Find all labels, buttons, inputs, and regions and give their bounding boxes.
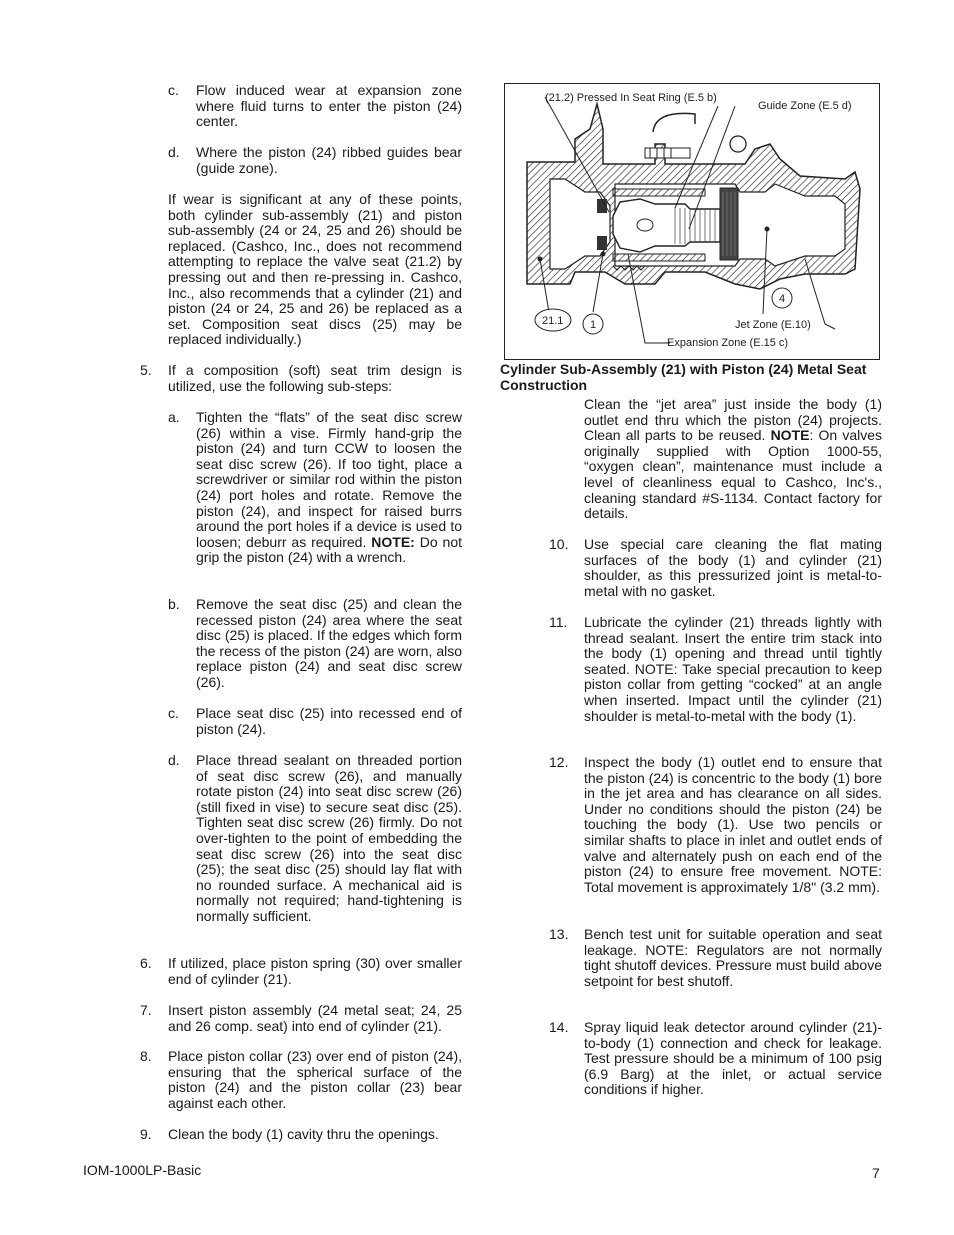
- step5a-note-text: Do not grip the piston (24) with a wrench.: [196, 533, 463, 566]
- step4c-text: Flow induced wear at expansion zone where fluid turns to enter the piston (24) center.: [196, 82, 462, 130]
- valve-body-section: [527, 104, 860, 289]
- step5a-text: Tighten the “flats” of the seat disc screw (26) within a vise. Firmly hand-grip the piston (24) and turn CCW to loosen the seat disc screw (26). If too tight, place a screwdriver or similar rod within the piston (24) port holes and rotate. Remove the piston (24), and inspect for raised burrs around the port holes if a device is used to loosen; deburr as required.: [196, 409, 462, 550]
- step5d-text: Place thread sealant on threaded portion of seat disc screw (26), and manually rotate piston (24) into seat disc screw (26) (still fixed in vise) to secure seat disc (25). Tighten seat disc screw (26) firmly. Do not over-tighten to the point of embedding the seat disc screw (26) into the seat disc (25); the seat disc (25) should lay flat with no rounded surface. A mechanical aid is normally not required; hand-tightening is normally sufficient.: [196, 752, 462, 924]
- step11-text: Lubricate the cylinder (21) threads lightly with thread sealant. Insert the entire trim stack into the body (1) opening and thread until tightly seated. NOTE: Take special precaution to keep piston collar from getting “cocked” at an angle when inserted. Impact until the cylinder (21) shoulder is metal-to-metal with the body (1).: [584, 614, 882, 724]
- cylinder-figure: [504, 83, 880, 360]
- step12-marker: 12.: [549, 754, 569, 770]
- step9-continuation: [584, 397, 882, 522]
- step10-text: Use special care cleaning the flat mating surfaces of the body (1) and cylinder (21) shoulder, as this pressurized joint is metal-to-metal with no gasket.: [584, 536, 882, 599]
- cylinder-diagram: [505, 84, 879, 359]
- step4d-text: Where the piston (24) ribbed guides bear (guide zone).: [196, 144, 462, 176]
- step14-marker: 14.: [549, 1019, 569, 1035]
- step9-cont-text: Clean the “jet area” just inside the body (1) outlet end thru which the piston (24) projects. Clean all parts to be reused.: [584, 396, 882, 444]
- wear-paragraph: If wear is significant at any of these points, both cylinder sub-assembly (21) and piston sub-assembly (24 or 24, 25 and 26) should be replaced. (Cashco, Inc., does not recommend attempting to replace the valve seat (21.2) by pressing out and then re-pressing in. Cashco, Inc., also recommends that a cylinder (21) and piston (24 or 24, 25 and 26) be replaced as a set. Composition seat discs (25) may be replaced individually.): [168, 191, 462, 348]
- label-pressed-seat: (21.2) Pressed In Seat Ring (E.5 b): [545, 92, 717, 104]
- step4c-marker: c.: [168, 82, 179, 98]
- step8-marker: 8.: [140, 1048, 152, 1064]
- label-jet-zone: Jet Zone (E.10): [735, 319, 811, 331]
- step5c-marker: c.: [168, 705, 179, 721]
- figure-caption: Cylinder Sub-Assembly (21) with Piston (24) Metal Seat Construction: [500, 361, 867, 393]
- step14-text: Spray liquid leak detector around cylinder (21)-to-body (1) connection and check for leakage. Test pressure should be a minimum of 100 psig (6.9 Barg) at the inlet, or actual service conditions if higher.: [584, 1019, 882, 1098]
- step13-text: Bench test unit for suitable operation and seat leakage. NOTE: Regulators are not normally tight shutoff devices. Pressure must build above setpoint for best shutoff.: [584, 926, 882, 989]
- top-fitting: [645, 113, 746, 158]
- step8-text: Place piston collar (23) over end of piston (24), ensuring that the spherical surface of the piston (24) and the piston collar (23) bear against each other.: [168, 1048, 462, 1111]
- step9-note-label: NOTE: [770, 427, 810, 444]
- step5b-text: Remove the seat disc (25) and clean the recessed piston (24) area where the seat disc (25) is placed. If the edges which form the recess of the piston (24) are worn, also replace piston (24) and seat disc screw (26).: [196, 596, 462, 690]
- page-number: 7: [872, 1165, 880, 1181]
- callout-4: 4: [779, 293, 786, 305]
- step5-marker: 5.: [140, 362, 152, 378]
- step6-text: If utilized, place piston spring (30) over smaller end of cylinder (21).: [168, 955, 462, 987]
- step4d-marker: d.: [168, 144, 180, 160]
- document-id: IOM-1000LP-Basic: [83, 1162, 202, 1178]
- step6-marker: 6.: [140, 955, 152, 971]
- step11-marker: 11.: [549, 614, 568, 630]
- step7-marker: 7.: [140, 1002, 152, 1018]
- callout-21-1: 21.1: [542, 315, 564, 327]
- step5c-text: Place seat disc (25) into recessed end of piston (24).: [196, 705, 462, 737]
- seat-ring-bottom: [597, 236, 607, 250]
- step5a-body: [196, 410, 462, 566]
- step5b-marker: b.: [168, 596, 180, 612]
- step9-marker: 9.: [140, 1126, 152, 1142]
- label-guide-zone: Guide Zone (E.5 d): [758, 100, 852, 112]
- label-expansion-zone: Expansion Zone (E.15 c): [667, 337, 789, 349]
- callout-1: 1: [590, 319, 597, 331]
- step12-text: Inspect the body (1) outlet end to ensure that the piston (24) is concentric to the body (1) bore in the jet area and has clearance on all sides. Under no conditions should the piston (24) be touching the body (1). Use two pencils or similar shafts to place in inlet and outlet ends of valve and alternately push on each end of the piston (24) to ensure free movement. NOTE: Total movement is approximately 1/8" (3.2 mm).: [584, 754, 882, 895]
- step9-note-text: : On valves originally supplied with Option 1000-55, “oxygen clean”, maintenance must include a level of cleanliness equal to Cashco, Inc's., cleaning standard #S-1134. Contact factory for details.: [584, 427, 882, 522]
- step5a-note-label: NOTE:: [371, 533, 415, 550]
- step10-marker: 10.: [549, 536, 569, 552]
- step9-text: Clean the body (1) cavity thru the openings.: [168, 1126, 439, 1142]
- step5-text: If a composition (soft) seat trim design is utilized, use the following sub-steps:: [168, 362, 462, 394]
- step5d-marker: d.: [168, 752, 180, 768]
- step13-marker: 13.: [549, 926, 569, 942]
- step5a-marker: a.: [168, 409, 180, 425]
- step7-text: Insert piston assembly (24 metal seat; 24, 25 and 26 comp. seat) into end of cylinder (21).: [168, 1002, 462, 1034]
